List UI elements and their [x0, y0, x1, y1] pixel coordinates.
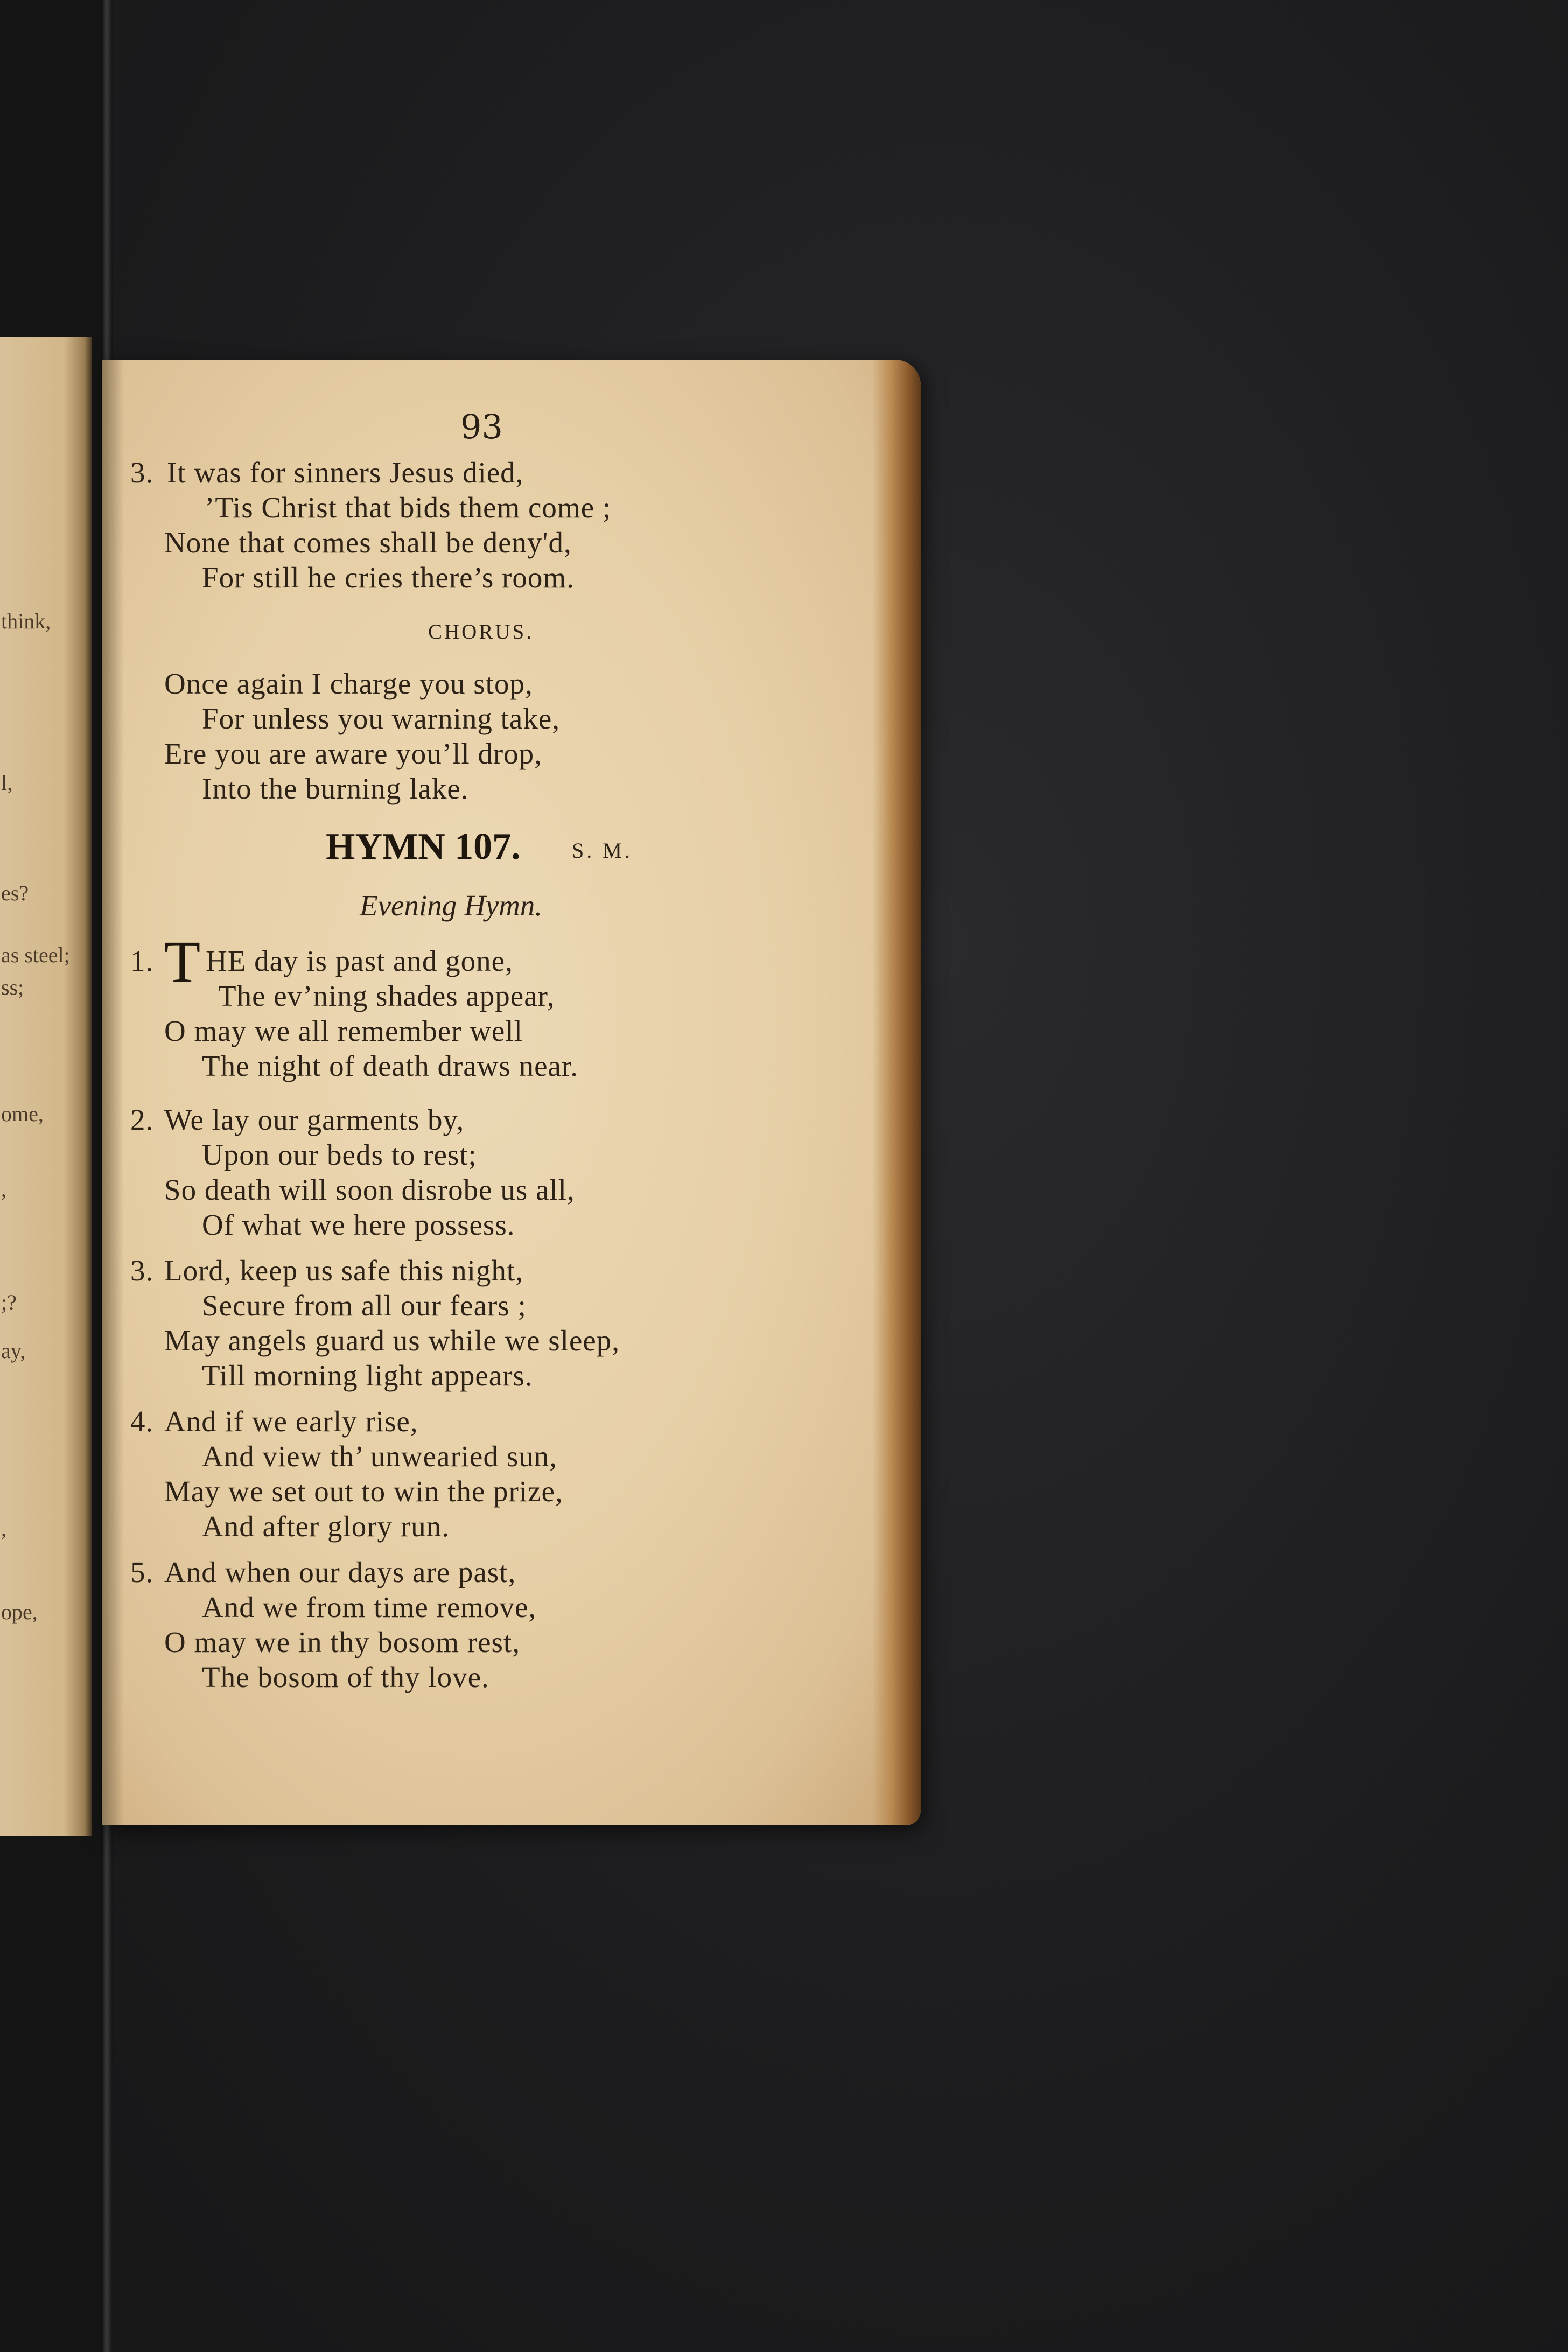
previous-page-fragment: ope, — [1, 1600, 38, 1624]
verse-line: O may we all remember well — [164, 1014, 523, 1047]
chorus-line: Into the burning lake. — [202, 772, 469, 805]
verse-line: The bosom of thy love. — [202, 1661, 489, 1693]
verse-line: The ev’ning shades appear, — [218, 979, 555, 1012]
verse-line: And view th’ unwearied sun, — [202, 1440, 557, 1473]
page-foxed-edge — [872, 360, 921, 1825]
verse-line: Lord, keep us safe this night, — [164, 1254, 523, 1287]
verse-number: 3. — [130, 456, 154, 489]
previous-page-fragment: ay, — [1, 1339, 26, 1363]
verse-line: HE day is past and gone, — [206, 944, 513, 977]
verse-line: Of what we here possess. — [202, 1208, 515, 1241]
previous-page-fragment: as steel; — [1, 943, 70, 967]
previous-page-fragment: l, — [1, 771, 13, 795]
previous-page-fragment: think, — [1, 609, 51, 633]
verse-line: Upon our beds to rest; — [202, 1138, 477, 1171]
previous-page-fragment: es? — [1, 881, 29, 905]
previous-page-edge — [0, 337, 92, 1836]
verse-line: And if we early rise, — [164, 1405, 418, 1438]
hymn-meter: S. M. — [572, 838, 633, 863]
verse-line: Secure from all our fears ; — [202, 1289, 527, 1322]
verse-line: It was for sinners Jesus died, — [167, 456, 524, 489]
hymn-subtitle: Evening Hymn. — [360, 889, 543, 922]
verse-line: And after glory run. — [202, 1510, 450, 1543]
verse-line: And we from time remove, — [202, 1591, 537, 1623]
verse-number: 1. — [130, 944, 154, 977]
verse-line: Till morning light appears. — [202, 1359, 533, 1392]
verse-number: 4. — [130, 1405, 154, 1438]
previous-page-fragment: ss; — [1, 975, 24, 999]
previous-page-fragment: , — [1, 1177, 6, 1201]
verse-line: We lay our garments by, — [164, 1103, 465, 1136]
chorus-label: CHORUS. — [428, 620, 534, 643]
verse-line: None that comes shall be deny'd, — [164, 526, 572, 559]
verse-line: ’Tis Christ that bids them come ; — [205, 491, 612, 524]
page-gutter-shadow — [102, 360, 124, 1825]
verse-line: And when our days are past, — [164, 1556, 516, 1588]
hymn-title: HYMN 107. — [326, 826, 521, 867]
book-page — [102, 360, 921, 1825]
verse-line: So death will soon disrobe us all, — [164, 1173, 575, 1206]
verse-number: 2. — [130, 1103, 154, 1136]
verse-line: May we set out to win the prize, — [164, 1475, 563, 1508]
chorus-line: Ere you are aware you’ll drop, — [164, 737, 542, 770]
verse-line: O may we in thy bosom rest, — [164, 1626, 520, 1658]
verse-line: The night of death draws near. — [202, 1049, 578, 1082]
previous-page-fragment: ome, — [1, 1102, 44, 1126]
previous-page-fragment: , — [1, 1516, 6, 1541]
page-number: 93 — [460, 407, 503, 446]
verse-number: 5. — [130, 1556, 154, 1588]
previous-page-fragment: ;? — [1, 1290, 17, 1314]
chorus-line: Once again I charge you stop, — [164, 667, 533, 700]
verse-line: For still he cries there’s room. — [202, 561, 575, 594]
drop-cap: T — [164, 929, 201, 995]
verse-number: 3. — [130, 1254, 154, 1287]
chorus-line: For unless you warning take, — [202, 702, 560, 735]
verse-line: May angels guard us while we sleep, — [164, 1324, 620, 1357]
